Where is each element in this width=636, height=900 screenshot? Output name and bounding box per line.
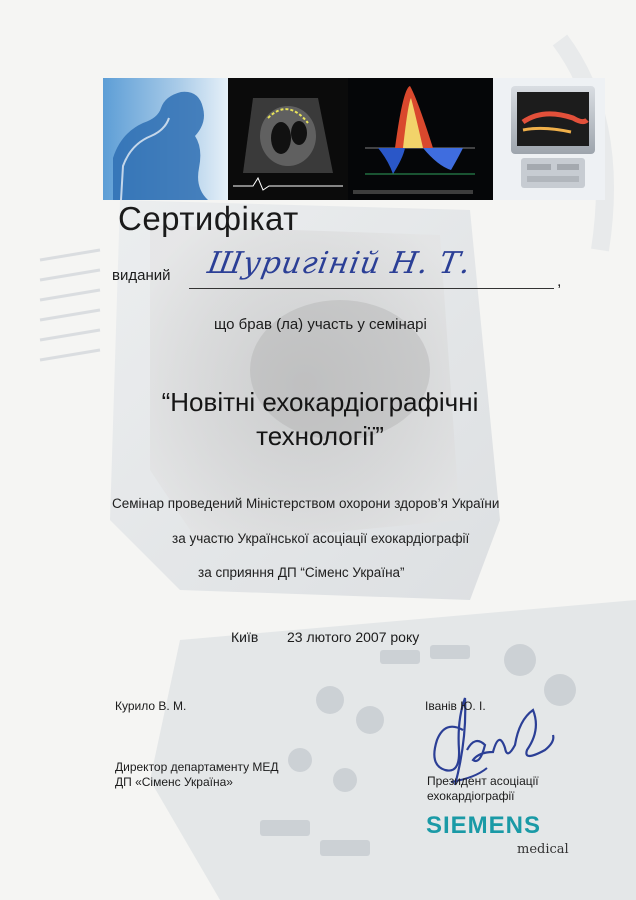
association-text: за участю Української асоціації ехокардіографії bbox=[172, 531, 470, 546]
siemens-medical-label: medical bbox=[517, 842, 569, 857]
left-signatory-name: Курило В. М. bbox=[115, 699, 187, 713]
right-signatory-role: Президент асоціації ехокардіографії bbox=[427, 774, 539, 803]
header-image-strip bbox=[103, 78, 605, 200]
organizer-ministry-text: Семінар проведений Міністерством охорони здоров’я України bbox=[112, 496, 500, 511]
seminar-title-line-2: технології” bbox=[256, 421, 384, 451]
siemens-logo: SIEMENS bbox=[426, 812, 542, 839]
heart-echo-image bbox=[228, 78, 348, 200]
recipient-handwritten-name: Шуригіній Н. Т. bbox=[204, 246, 475, 281]
right-signatory-name: Іванів Ю. І. bbox=[425, 699, 486, 713]
left-signatory-role: Директор департаменту МЕД ДП «Сіменс Україна» bbox=[115, 760, 279, 789]
issued-comma: , bbox=[557, 273, 562, 290]
seminar-title-line-1: “Новітні ехокардіографічні bbox=[161, 387, 479, 417]
participation-text: що брав (ла) участь у семінарі bbox=[214, 316, 427, 333]
issued-label: виданий bbox=[112, 267, 171, 284]
recipient-underline bbox=[189, 288, 554, 289]
monitor-device-image bbox=[493, 78, 605, 200]
certificate-title: Сертифікат bbox=[118, 200, 299, 237]
date: 23 лютого 2007 року bbox=[287, 629, 420, 645]
sponsor-text: за сприяння ДП “Сіменс Україна” bbox=[198, 565, 405, 580]
city: Київ bbox=[231, 629, 259, 645]
doppler-3d-plot-image bbox=[348, 78, 493, 200]
